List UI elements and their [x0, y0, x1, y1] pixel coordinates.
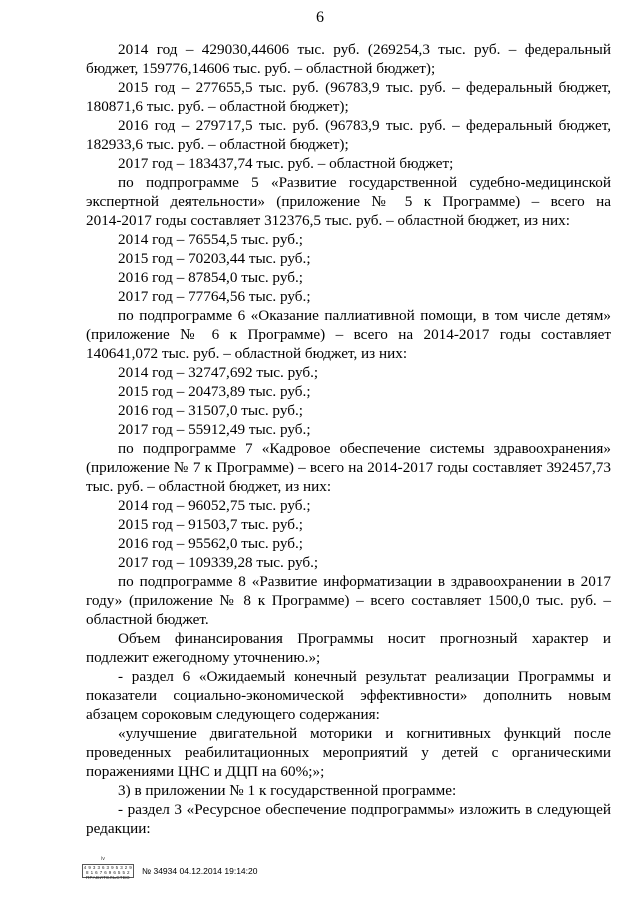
text-line: 2014-2017 годы составляет 312376,5 тыс. руб. – областной бюджет, из них:	[86, 212, 570, 229]
text-line: 180871,6 тыс. руб. – областной бюджет);	[86, 98, 349, 115]
text-line: 2014 год – 96052,75 тыс. руб.;	[118, 497, 311, 514]
text-line: абзацем сороковым следующего содержания:	[86, 706, 380, 723]
text-line: Объем финансирования Программы носит прогнозный характер и	[118, 630, 611, 647]
text-line: экспертной деятельности» (приложение № 5 к Программе) – всего на	[86, 193, 611, 210]
text-line: бюджет, 159776,14606 тыс. руб. – областной бюджет);	[86, 60, 436, 77]
text-line: 2017 год – 109339,28 тыс. руб.;	[118, 554, 319, 571]
text-line: 2015 год – 20473,89 тыс. руб.;	[118, 383, 311, 400]
text-line: 2017 год – 183437,74 тыс. руб. – областной бюджет;	[118, 155, 454, 172]
text-line: 2015 год – 91503,7 тыс. руб.;	[118, 516, 303, 533]
text-line: году» (приложение № 8 к Программе) – всего составляет 1500,0 тыс. руб. –	[86, 592, 611, 609]
stamp-mark: ⅳ	[101, 856, 106, 862]
text-line: проведенных реабилитационных мероприятий у детей с органическими	[86, 744, 611, 761]
text-line: 182933,6 тыс. руб. – областной бюджет);	[86, 136, 349, 153]
text-line: 2015 год – 277655,5 тыс. руб. (96783,9 тыс. руб. – федеральный бюджет,	[118, 79, 611, 96]
text-line: 2017 год – 77764,56 тыс. руб.;	[118, 288, 311, 305]
text-line: 2016 год – 279717,5 тыс. руб. (96783,9 тыс. руб. – федеральный бюджет,	[118, 117, 611, 134]
text-line: «улучшение двигательной моторики и когнитивных функций после	[118, 725, 611, 742]
text-line: 2016 год – 95562,0 тыс. руб.;	[118, 535, 303, 552]
text-line: 2017 год – 55912,49 тыс. руб.;	[118, 421, 311, 438]
text-line: областной бюджет.	[86, 611, 209, 628]
text-line: по подпрограмме 6 «Оказание паллиативной помощи, в том числе детям»	[118, 307, 611, 324]
page-number: 6	[316, 9, 324, 26]
text-line: (приложение № 7 к Программе) – всего на 2014-2017 годы составляет 392457,73	[86, 459, 611, 476]
text-line: 2016 год – 31507,0 тыс. руб.;	[118, 402, 303, 419]
document-body	[86, 40, 611, 838]
text-line: 140641,072 тыс. руб. – областной бюджет, из них:	[86, 345, 408, 362]
text-line: 3) в приложении № 1 к государственной программе:	[118, 782, 457, 799]
text-line: показатели социально-экономической эффективности» дополнить новым	[86, 687, 611, 704]
text-line: подлежит ежегодному уточнению.»;	[86, 649, 321, 666]
text-line: по подпрограмме 7 «Кадровое обеспечение системы здравоохранения»	[118, 440, 611, 457]
text-line: 2014 год – 429030,44606 тыс. руб. (269254,3 тыс. руб. – федеральный	[118, 41, 611, 58]
stamp-caption: ПРАВИТЕЛЬСТВО	[85, 875, 131, 880]
text-line: по подпрограмме 8 «Развитие информатизации в здравоохранении в 2017	[118, 573, 611, 590]
text-line: по подпрограмме 5 «Развитие государственной судебно-медицинской	[118, 174, 611, 191]
text-line: (приложение № 6 к Программе) – всего на 2014-2017 годы составляет	[86, 326, 611, 343]
barcode-stamp	[82, 856, 134, 880]
text-line: тыс. руб. – областной бюджет, из них:	[86, 478, 332, 495]
footer	[82, 856, 258, 880]
text-line: редакции:	[86, 820, 151, 837]
text-line: 2015 год – 70203,44 тыс. руб.;	[118, 250, 311, 267]
text-line: 2014 год – 76554,5 тыс. руб.;	[118, 231, 303, 248]
text-line: поражениями ЦНС и ДЦП на 60%;»;	[86, 763, 325, 780]
text-line: 2014 год – 32747,692 тыс. руб.;	[118, 364, 319, 381]
stamp-digits: 4 9 3 3 6 3 9 5 3 2 9 8 1 6 7 6 9 6 5 5 2	[83, 865, 133, 875]
text-line: - раздел 6 «Ожидаемый конечный результат реализации Программы и	[118, 668, 611, 685]
text-line: 2016 год – 87854,0 тыс. руб.;	[118, 269, 303, 286]
registration-number: № 34934 04.12.2014 19:14:20	[142, 866, 258, 876]
text-line: - раздел 3 «Ресурсное обеспечение подпрограммы» изложить в следующей	[118, 801, 611, 818]
